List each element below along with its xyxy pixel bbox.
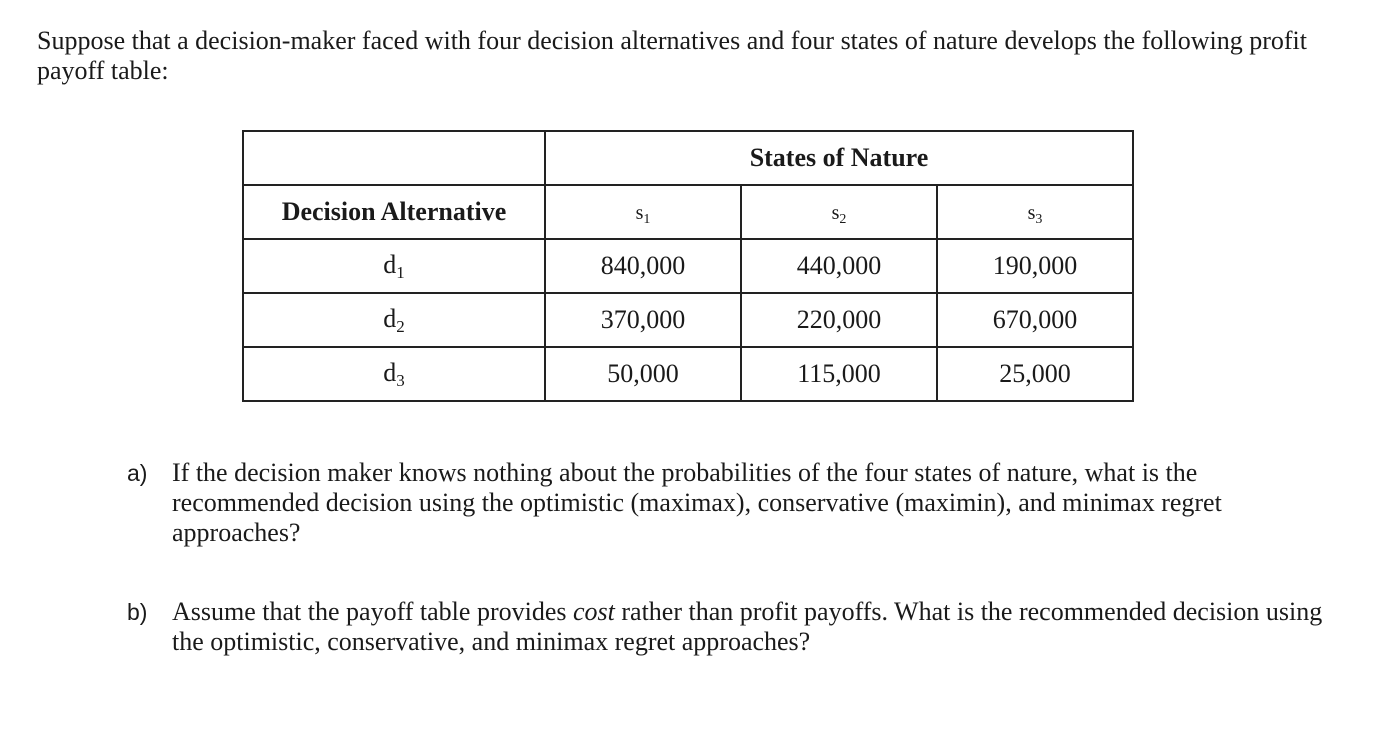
payoff-cell: 115,000 xyxy=(741,347,937,401)
decision-letter: d xyxy=(383,249,397,279)
state-header-s2 xyxy=(741,185,937,239)
payoff-cell: 840,000 xyxy=(545,239,741,293)
decision-label-d1 xyxy=(243,239,545,293)
state-letter: s xyxy=(1027,202,1036,224)
state-index: 1 xyxy=(643,212,651,227)
decision-index: 3 xyxy=(396,370,405,390)
question-b-text-after: rather than profit payoffs. What is the recommended decision using the optimistic, conservative, and minimax regret approaches? xyxy=(172,597,1323,656)
payoff-table xyxy=(242,130,1134,402)
question-b-text-italic: cost xyxy=(572,597,615,626)
intro-paragraph: Suppose that a decision-maker faced with four decision alternatives and four states of nature develops the following profit payoff table: xyxy=(37,26,1308,85)
decision-index: 2 xyxy=(396,316,405,336)
state-letter: s xyxy=(831,202,840,224)
question-a xyxy=(127,458,1347,548)
payoff-cell: 50,000 xyxy=(545,347,741,401)
decision-label-d3 xyxy=(243,347,545,401)
payoff-cell: 440,000 xyxy=(741,239,937,293)
payoff-cell: 370,000 xyxy=(545,293,741,347)
table-header-row xyxy=(243,131,1133,185)
state-header-s1 xyxy=(545,185,741,239)
table-row xyxy=(243,239,1133,293)
state-header-s3 xyxy=(937,185,1133,239)
decision-alternative-header: Decision Alternative xyxy=(243,185,545,239)
decision-index: 1 xyxy=(396,262,405,282)
payoff-cell: 670,000 xyxy=(937,293,1133,347)
question-a-marker: a) xyxy=(127,460,148,486)
table-row xyxy=(243,293,1133,347)
payoff-cell: 190,000 xyxy=(937,239,1133,293)
state-index: 2 xyxy=(839,212,847,227)
payoff-cell: 25,000 xyxy=(937,347,1133,401)
question-b-text xyxy=(172,597,1347,657)
payoff-cell: 220,000 xyxy=(741,293,937,347)
decision-label-d2 xyxy=(243,293,545,347)
question-b xyxy=(127,597,1347,657)
table-subheader-row xyxy=(243,185,1133,239)
empty-header-cell xyxy=(243,131,545,185)
question-a-text: If the decision maker knows nothing about the probabilities of the four states of nature, what is the recommended decision using the optimistic (maximax), conservative (maximin), and minimax regret approaches? xyxy=(172,458,1222,547)
table-row xyxy=(243,347,1133,401)
question-b-marker: b) xyxy=(127,599,148,625)
state-letter: s xyxy=(635,202,644,224)
decision-letter: d xyxy=(383,357,397,387)
state-index: 3 xyxy=(1035,212,1043,227)
question-b-text-before: Assume that the payoff table provides xyxy=(172,597,573,626)
decision-letter: d xyxy=(383,303,397,333)
states-of-nature-header: States of Nature xyxy=(545,131,1133,185)
